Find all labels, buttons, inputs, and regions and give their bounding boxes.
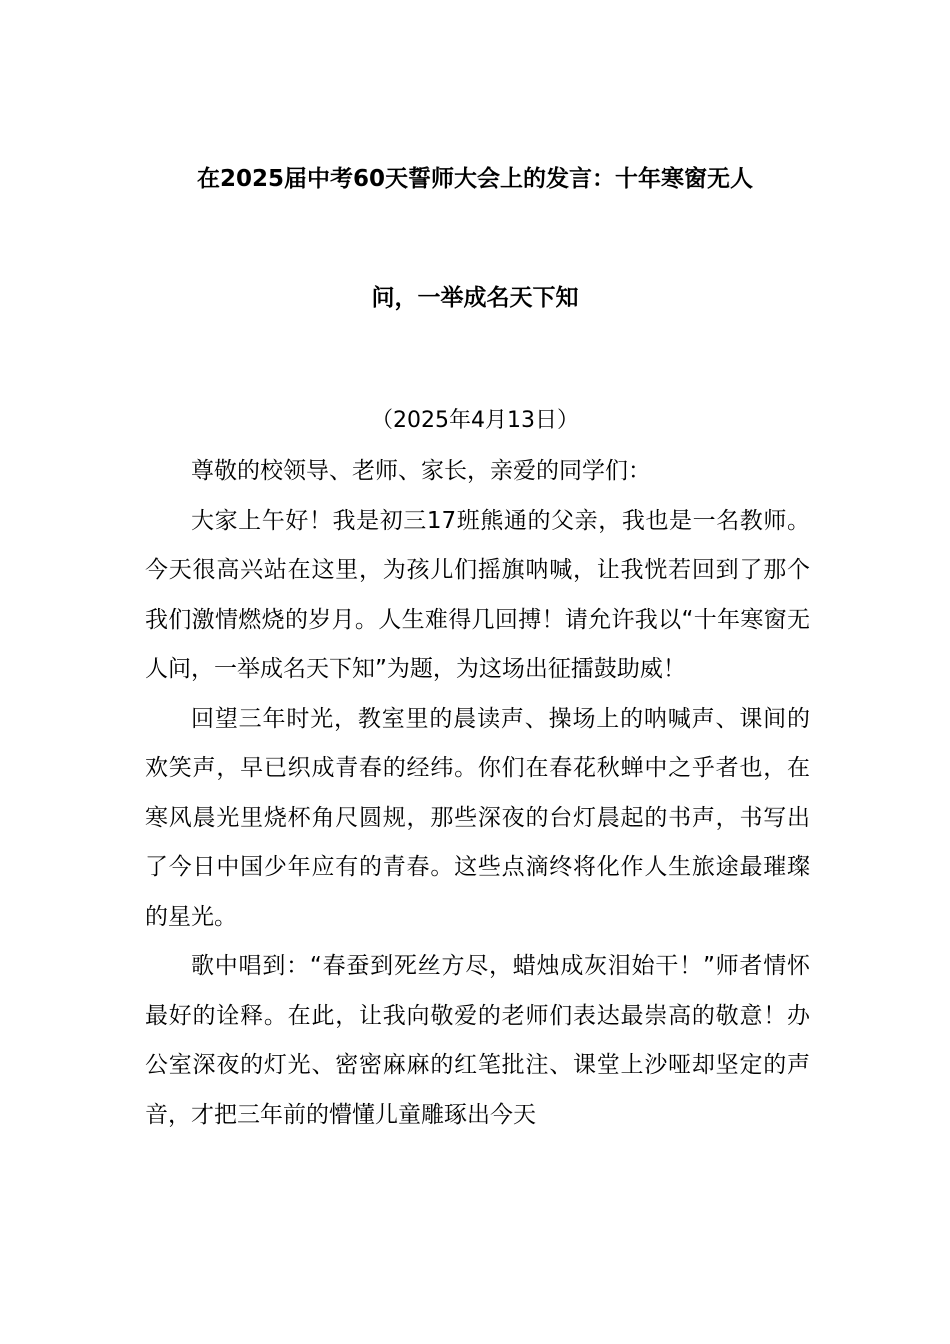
paragraph: 大家上午好！我是初三17班熊通的父亲，我也是一名教师。今天很高兴站在这里，为孩儿们摇旗呐喊，让我恍若回到了那个我们激情燃烧的岁月。人生难得几回搏！请允许我以“十年寒窗无人问，一举成名天下知”为题，为这场出征擂鼓助威！ bbox=[145, 507, 810, 682]
document-title-line-2: 问，一举成名天下知 bbox=[371, 285, 579, 311]
speech-date: （2025年4月13日） bbox=[371, 408, 579, 433]
paragraph: 回望三年时光，教室里的晨读声、操场上的呐喊声、课间的欢笑声，早已织成青春的经纬。你们在春花秋蝉中之乎者也，在寒风晨光里烧杯角尺圆规，那些深夜的台灯晨起的书声，书写出了今日中国少年应有的青春。这些点滴终将化作人生旅途最璀璨的星光。 bbox=[145, 705, 810, 930]
salutation: 尊敬的校领导、老师、家长，亲爱的同学们： bbox=[191, 458, 651, 484]
document-title-line-1: 在2025届中考60天誓师大会上的发言：十年寒窗无人 bbox=[196, 166, 754, 192]
speech-body bbox=[145, 447, 810, 1140]
paragraph: 歌中唱到：“春蚕到死丝方尽，蜡烛成灰泪始干！”师者情怀最好的诠释。在此，让我向敬爱的老师们表达最崇高的敬意！办公室深夜的灯光、密密麻麻的红笔批注、课堂上沙哑却坚定的声音，才把三年前的懵懂儿童雕琢出今天 bbox=[145, 953, 810, 1128]
